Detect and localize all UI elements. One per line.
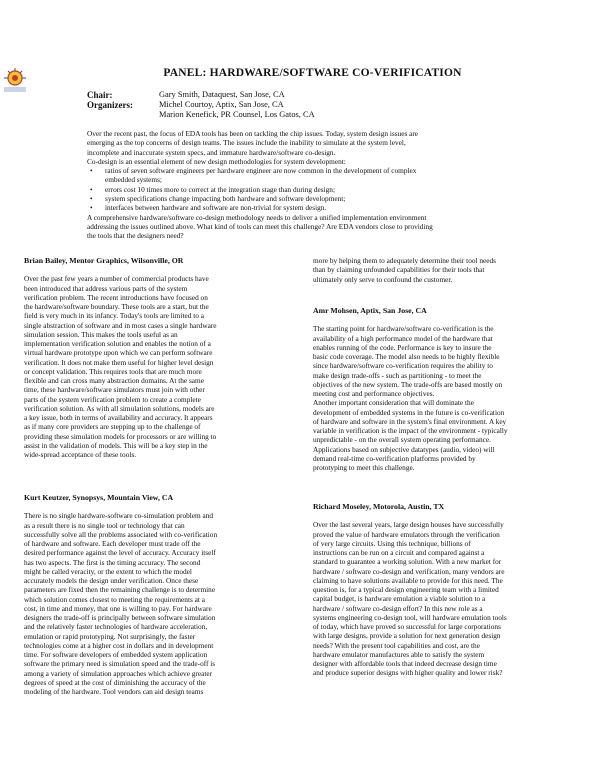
section-bailey [24, 256, 290, 459]
text-line: emulation or rapid prototyping. Not surprisingly, the faster [24, 631, 196, 641]
text-line: capital budget, is hardware emulation a viable solution to a [313, 594, 486, 604]
text-line: of today, which have proved so successful for large corporations [313, 622, 501, 631]
text-line: make design trade-offs - such as partitioning - to meet the [313, 370, 482, 380]
text-line: hardware / software co-design effort? In this new role as a [313, 603, 483, 613]
section-keutzer [24, 493, 290, 696]
text-line: hardware / software co-design and verification, many vendors are [313, 566, 505, 576]
text-line: among a variety of simulation approaches which achieve greater [24, 668, 213, 678]
text-line: Another important consideration that will dominate the [313, 398, 474, 408]
text-line: prototyping to meet this challenge. [313, 463, 415, 472]
text-line: has two aspects. The first is the timing accuracy. The second [24, 557, 201, 567]
text-line: successfully solve all the problems associated with co-verification [24, 529, 218, 539]
text-line: the hardware/software boundary. These tools are a start, but the [24, 302, 209, 311]
text-line: unpredictable - on the overall system operating performance. [313, 435, 491, 445]
text-line: time, these hardware/software simulators must join with other [24, 385, 205, 395]
intro-line: Over the recent past, the focus of EDA tools has been on tackling the chip issues. Today, system design issues are [87, 129, 419, 138]
text-line: question is, for a typical design engineering team with a limited [313, 585, 499, 594]
text-line: single abstraction of software and in most cases a single hardware [24, 320, 217, 330]
intro-line: addressing the issues outlined above. What kind of tools can meet this challenge? Are EDA vendors close to providing [87, 221, 433, 231]
text-line: with large designs, provide a solution for next generation design [313, 631, 501, 641]
text-line: a key issue, both in terms of availability and accuracy. It appears [24, 413, 213, 422]
bullet-item: • ratios of seven software engineers per hardware engineer are now common in the development of complex embedded systems; [90, 166, 417, 185]
text-line: and the relatively faster technologies of hardware acceleration, [24, 622, 208, 632]
chair-label: Chair: [87, 90, 113, 100]
text-line: ultimately only serve to confound the customer. [313, 274, 453, 284]
text-line: as if many core providers are stepping up to the challenge of [24, 422, 201, 432]
section-body [24, 511, 290, 696]
section-heading: Richard Moseley, Motorola, Austin, TX [313, 502, 445, 511]
intro-line: A comprehensive hardware/software co-design methodology needs to deliver a unified implementation environment [87, 212, 427, 222]
organizers-label: Organizers: [87, 100, 133, 110]
text-line: or concept validation. This requires tools that are much more [24, 366, 202, 376]
chair-value: Gary Smith, Dataquest, San Jose, CA [159, 90, 285, 99]
organizer-1: Michel Courtoy, Aptix, San Jose, CA [159, 100, 284, 109]
text-line: parts of the system verification problem to create a complete [24, 394, 201, 404]
text-line: simulation session. This makes the tools useful as an [24, 329, 178, 339]
text-line: There is no single hardware-software co-simulation problem and [24, 511, 214, 521]
section-moseley [313, 502, 575, 678]
text-line: implementation verification solution and enables the notion of a [24, 339, 211, 348]
section-body [313, 520, 575, 677]
bullet-item: • errors cost 10 times more to correct at the integration stage than during design; [90, 184, 335, 194]
text-line: of hardware and software in the system's final environment. A key [313, 416, 507, 426]
text-line: which solution comes closest to meeting the requirements at a [24, 594, 205, 604]
text-line: objectives of the new system. The trade-offs are based mostly on [313, 379, 503, 389]
text-line: verification solution. As with all simulation solutions, models are [24, 403, 215, 413]
text-line: been introduced that address various parts of the system [24, 283, 188, 293]
organizer-2: Marion Kenefick, PR Counsel, Los Gatos, CA [159, 110, 315, 119]
intro-bullet-list [87, 166, 537, 212]
text-line: cost, in time and money, that one is willing to pay. For hardware [24, 603, 212, 613]
section-body [313, 324, 575, 472]
text-line: might be called veracity, or the extent to which the model [24, 566, 192, 576]
text-line: basic code coverage. The model also needs to be highly flexible [313, 352, 500, 361]
text-line: meeting cost and performance objectives. [313, 389, 435, 398]
text-line: providing these simulation models for processors or are willing to [24, 431, 217, 441]
bullet-item: • system specifications change impacting both hardware and software development; [90, 194, 346, 204]
text-line: more by helping them to adequately determine their tool needs [313, 256, 496, 265]
text-line: designer with affordable tools that indeed decrease design time [313, 659, 497, 668]
section-heading: Amr Mohsen, Aptix, San Jose, CA [313, 306, 427, 315]
text-line: needs? With the present tool capabilities and cost, are the [313, 640, 480, 650]
text-line: instructions can be run on a circuit and compared against a [313, 548, 485, 557]
text-line: claiming to have solutions available to provide for this need. The [313, 575, 503, 585]
text-line: enables running of the code. Performance is key to insure the [313, 342, 492, 352]
text-line: time. For software developers of embedded system application [24, 650, 208, 659]
text-line: designers the trade-off is principally between software simulation [24, 613, 216, 622]
panel-title: PANEL: HARDWARE/SOFTWARE CO-VERIFICATION [163, 67, 462, 79]
text-line: wide-spread acceptance of these tools. [24, 450, 137, 459]
text-line: software the primary need is simulation speed and the trade-off is [24, 659, 216, 669]
text-line: since hardware/software co-verification requires the ability to [313, 361, 493, 371]
intro-line: incomplete and inaccurate system specs, and immature hardware/software co-design. [87, 147, 336, 157]
text-line: Over the last several years, large design houses have successfully [313, 520, 504, 530]
intro-line: Co-design is an essential element of new design methodologies for system development: [87, 156, 346, 166]
text-line: systems engineering co-design tool, will hardware emulation tools [313, 612, 507, 622]
bullet-item: • interfaces between hardware and software are non-trivial for system design. [90, 203, 327, 213]
text-line: than by claiming unfounded capabilities for their tools that [313, 265, 485, 275]
text-line: variable in verification is the impact of the environment - typically [313, 426, 508, 435]
text-line: of hardware and software. Each developer must trade off the [24, 539, 201, 548]
text-line: verification problem. The recent introductions have focused on [24, 292, 208, 302]
section-body [313, 256, 575, 284]
text-line: field is very much in its infancy. Today's tools are limited to a [24, 311, 204, 321]
text-line: standard to guarantee a working solution. With a new market for [313, 557, 502, 567]
section-body [24, 274, 290, 459]
intro-line: the tools that the designers need? [87, 231, 184, 241]
text-line: availability of a high performance model of the hardware that [313, 333, 493, 343]
section-heading: Kurt Keutzer, Synopsys, Mountain View, CA [24, 493, 174, 502]
text-line: Applications based on subjective datatypes (audio, video) will [313, 444, 495, 454]
text-line: verification. It does not make them useful for higher level design [24, 357, 214, 367]
intro-line: emerging as the top concerns of design teams. The issues include the inability to simulate at the system level, [87, 138, 406, 148]
text-line: degrees of speed at the cost of diminishing the accuracy of the [24, 677, 206, 687]
text-line: desired performance against the level of accuracy. Accuracy itself [24, 548, 216, 558]
text-line: as a result there is no single tool or technology that can [24, 520, 185, 530]
text-line: Over the past few years a number of commercial products have [24, 274, 209, 284]
text-line: proved the value of hardware emulators through the verification [313, 529, 500, 539]
section-heading: Brian Bailey, Mentor Graphics, Wilsonville, OR [24, 256, 184, 265]
text-line: and produce superior designs with higher quality and lower risk? [313, 668, 503, 678]
text-line: parameters are fixed then the remaining challenge is to determine [24, 585, 216, 595]
text-line: development of embedded systems in the future is co-verification [313, 407, 505, 417]
text-line: assist in the validation of models. This will be a key step in the [24, 440, 208, 450]
text-line: hardware emulator manufactures able to satisfy the system [313, 649, 485, 659]
section-mohsen [313, 306, 575, 472]
text-line: modeling of the hardware. Tool vendors can aid design teams [24, 687, 204, 696]
text-line: The starting point for hardware/software co-verification is the [313, 324, 494, 334]
panel-header [87, 90, 315, 120]
text-line: of very large circuits. Using this technique, billions of [313, 538, 471, 548]
intro-paragraph [87, 129, 537, 241]
text-line: flexible and can cross many abstraction domains. At the same [24, 376, 204, 385]
text-line: technologies come at a higher cost in dollars and in development [24, 640, 214, 650]
text-line: virtual hardware prototype upon which we can perform software [24, 348, 213, 358]
text-line: accurately models the design under verification. Once these [24, 576, 199, 585]
section-keutzer-continuation [313, 256, 575, 284]
text-line: demand real-time co-verification platforms provided by [313, 453, 476, 463]
